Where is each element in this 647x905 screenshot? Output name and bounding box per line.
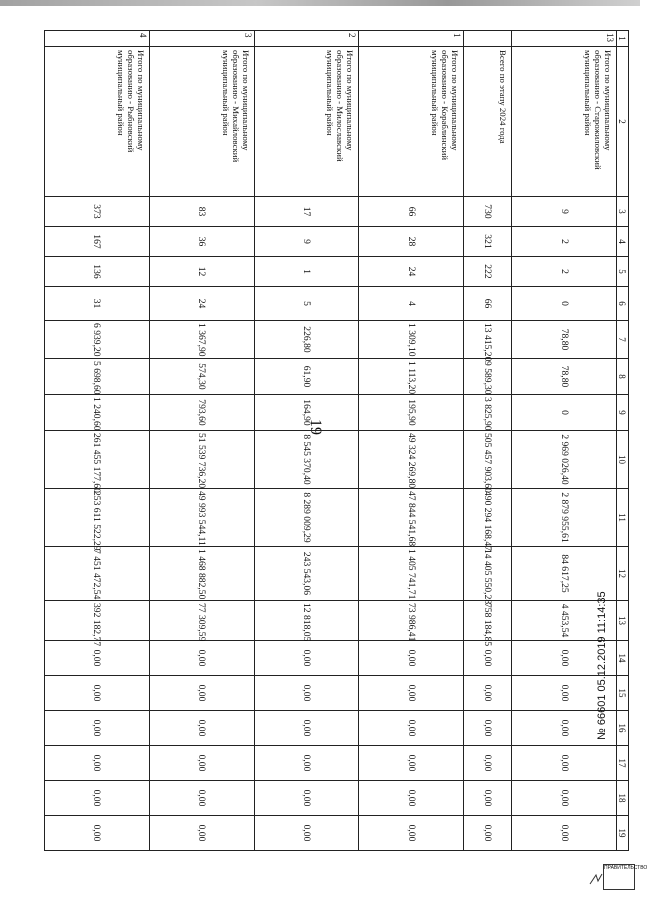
- value-cell: 8 545 370,40: [254, 431, 359, 489]
- value-cell: 2 879 955,61: [512, 489, 617, 547]
- value-cell: 0,00: [45, 816, 150, 851]
- value-cell: 253 611 522,29: [45, 489, 150, 547]
- value-cell: 574,30: [149, 359, 254, 395]
- value-cell: 84 617,25: [512, 547, 617, 601]
- value-cell: 0,00: [512, 816, 617, 851]
- row-number: [464, 31, 512, 47]
- header-cell: 19: [617, 816, 629, 851]
- value-cell: 0,00: [464, 641, 512, 676]
- value-cell: 83: [149, 197, 254, 227]
- header-row: [617, 31, 629, 851]
- value-cell: 31: [45, 287, 150, 321]
- value-cell: 0,00: [359, 746, 464, 781]
- value-cell: 1 113,20: [359, 359, 464, 395]
- value-cell: 490 294 168,47: [464, 489, 512, 547]
- value-cell: 0,00: [359, 816, 464, 851]
- value-cell: 2: [512, 227, 617, 257]
- header-cell: 2: [617, 47, 629, 197]
- value-cell: 0,00: [464, 746, 512, 781]
- header-cell: 8: [617, 359, 629, 395]
- value-cell: 47 844 541,68: [359, 489, 464, 547]
- value-cell: 1: [254, 257, 359, 287]
- data-table: [44, 30, 629, 851]
- value-cell: 0,00: [254, 781, 359, 816]
- value-cell: 0,00: [359, 676, 464, 711]
- row-label: Итого по муниципальному образованию - Старожиловский муниципальный район: [512, 47, 617, 197]
- value-cell: 6 939,20: [45, 321, 150, 359]
- value-cell: 24: [149, 287, 254, 321]
- value-cell: 36: [149, 227, 254, 257]
- header-cell: 9: [617, 395, 629, 431]
- value-cell: 1 240,60: [45, 395, 150, 431]
- value-cell: 77 309,59: [149, 601, 254, 641]
- value-cell: 1 468 882,50: [149, 547, 254, 601]
- row-label: Итого по муниципальному образованию - Милославский муниципальный район: [254, 47, 359, 197]
- value-cell: 28: [359, 227, 464, 257]
- row-number: 4: [45, 31, 150, 47]
- header-cell: 5: [617, 257, 629, 287]
- header-cell: 13: [617, 601, 629, 641]
- value-cell: 66: [359, 197, 464, 227]
- value-cell: 0,00: [512, 781, 617, 816]
- value-cell: 8 289 009,29: [254, 489, 359, 547]
- row-label: Итого по муниципальному образованию - Михайловский муниципальный район: [149, 47, 254, 197]
- header-cell: 6: [617, 287, 629, 321]
- value-cell: 0,00: [149, 676, 254, 711]
- stamp-logo: ПРАВИТЕЛЬСТВО: [603, 864, 635, 890]
- value-cell: 0,00: [45, 676, 150, 711]
- value-cell: 0,00: [512, 711, 617, 746]
- value-cell: 0,00: [149, 641, 254, 676]
- value-cell: 0,00: [512, 676, 617, 711]
- value-cell: 0,00: [254, 711, 359, 746]
- value-cell: 78,80: [512, 359, 617, 395]
- header-cell: 1: [617, 31, 629, 47]
- table-row: [254, 31, 359, 851]
- row-label: Всего по этапу 2024 года: [464, 47, 512, 197]
- value-cell: 0,00: [254, 746, 359, 781]
- value-cell: 78,80: [512, 321, 617, 359]
- value-cell: 0,00: [149, 746, 254, 781]
- value-cell: 0,00: [464, 676, 512, 711]
- row-number: 13: [512, 31, 617, 47]
- value-cell: 730: [464, 197, 512, 227]
- value-cell: 9 589,30: [464, 359, 512, 395]
- value-cell: 0,00: [45, 781, 150, 816]
- value-cell: 392 182,77: [45, 601, 150, 641]
- row-number: 3: [149, 31, 254, 47]
- value-cell: 14 405 550,28: [464, 547, 512, 601]
- value-cell: 0,00: [149, 816, 254, 851]
- table-row: [45, 31, 150, 851]
- header-cell: 15: [617, 676, 629, 711]
- value-cell: 321: [464, 227, 512, 257]
- value-cell: 9: [254, 227, 359, 257]
- value-cell: 0,00: [464, 711, 512, 746]
- value-cell: 0,00: [254, 676, 359, 711]
- value-cell: 5 698,60: [45, 359, 150, 395]
- value-cell: 17: [254, 197, 359, 227]
- value-cell: 0,00: [512, 641, 617, 676]
- header-cell: 17: [617, 746, 629, 781]
- row-label: Итого по муниципальному образованию - Рыбновский муниципальный район: [45, 47, 150, 197]
- value-cell: 0,00: [359, 641, 464, 676]
- table-row: [359, 31, 464, 851]
- value-cell: 51 539 736,20: [149, 431, 254, 489]
- value-cell: 1 367,90: [149, 321, 254, 359]
- value-cell: 0,00: [45, 641, 150, 676]
- value-cell: 0,00: [359, 711, 464, 746]
- value-cell: 13 415,20: [464, 321, 512, 359]
- value-cell: 5: [254, 287, 359, 321]
- value-cell: 0,00: [359, 781, 464, 816]
- table-row: [149, 31, 254, 851]
- value-cell: 73 986,41: [359, 601, 464, 641]
- value-cell: 0: [512, 395, 617, 431]
- value-cell: 0,00: [254, 816, 359, 851]
- value-cell: 4: [359, 287, 464, 321]
- signature-mark: [588, 872, 608, 886]
- value-cell: 0,00: [464, 816, 512, 851]
- table-container: [44, 30, 629, 845]
- value-cell: 7 451 472,54: [45, 547, 150, 601]
- value-cell: 1 309,10: [359, 321, 464, 359]
- value-cell: 0,00: [149, 781, 254, 816]
- page-number: 19: [307, 419, 324, 435]
- value-cell: 0: [512, 287, 617, 321]
- header-cell: 12: [617, 547, 629, 601]
- value-cell: 226,80: [254, 321, 359, 359]
- table-row: [464, 31, 512, 851]
- value-cell: 1 405 741,71: [359, 547, 464, 601]
- value-cell: 2 969 026,40: [512, 431, 617, 489]
- value-cell: 164,90: [254, 395, 359, 431]
- value-cell: 0,00: [254, 641, 359, 676]
- value-cell: 66: [464, 287, 512, 321]
- value-cell: 0,00: [464, 781, 512, 816]
- value-cell: 243 543,06: [254, 547, 359, 601]
- value-cell: 2: [512, 257, 617, 287]
- value-cell: 49 993 544,11: [149, 489, 254, 547]
- value-cell: 0,00: [149, 711, 254, 746]
- header-cell: 3: [617, 197, 629, 227]
- value-cell: 9: [512, 197, 617, 227]
- document-registration-footer: № 66601 05.12.2019 11:14:35: [596, 591, 608, 740]
- header-cell: 18: [617, 781, 629, 816]
- value-cell: 12 818,05: [254, 601, 359, 641]
- scan-edge: [0, 0, 640, 6]
- header-cell: 16: [617, 711, 629, 746]
- row-label: Итого по муниципальному образованию - Кораблинский муниципальный район: [359, 47, 464, 197]
- value-cell: 222: [464, 257, 512, 287]
- value-cell: 0,00: [45, 711, 150, 746]
- row-number: 1: [359, 31, 464, 47]
- value-cell: 24: [359, 257, 464, 287]
- header-cell: 4: [617, 227, 629, 257]
- value-cell: 12: [149, 257, 254, 287]
- header-cell: 14: [617, 641, 629, 676]
- header-cell: 10: [617, 431, 629, 489]
- value-cell: 195,90: [359, 395, 464, 431]
- value-cell: 3 825,90: [464, 395, 512, 431]
- header-cell: 7: [617, 321, 629, 359]
- value-cell: 4 453,54: [512, 601, 617, 641]
- value-cell: 0,00: [45, 746, 150, 781]
- value-cell: 793,60: [149, 395, 254, 431]
- value-cell: 261 455 177,60: [45, 431, 150, 489]
- value-cell: 373: [45, 197, 150, 227]
- value-cell: 136: [45, 257, 150, 287]
- value-cell: 505 457 903,60: [464, 431, 512, 489]
- value-cell: 758 184,85: [464, 601, 512, 641]
- value-cell: 0,00: [512, 746, 617, 781]
- value-cell: 49 324 269,80: [359, 431, 464, 489]
- value-cell: 167: [45, 227, 150, 257]
- value-cell: 61,90: [254, 359, 359, 395]
- row-number: 2: [254, 31, 359, 47]
- header-cell: 11: [617, 489, 629, 547]
